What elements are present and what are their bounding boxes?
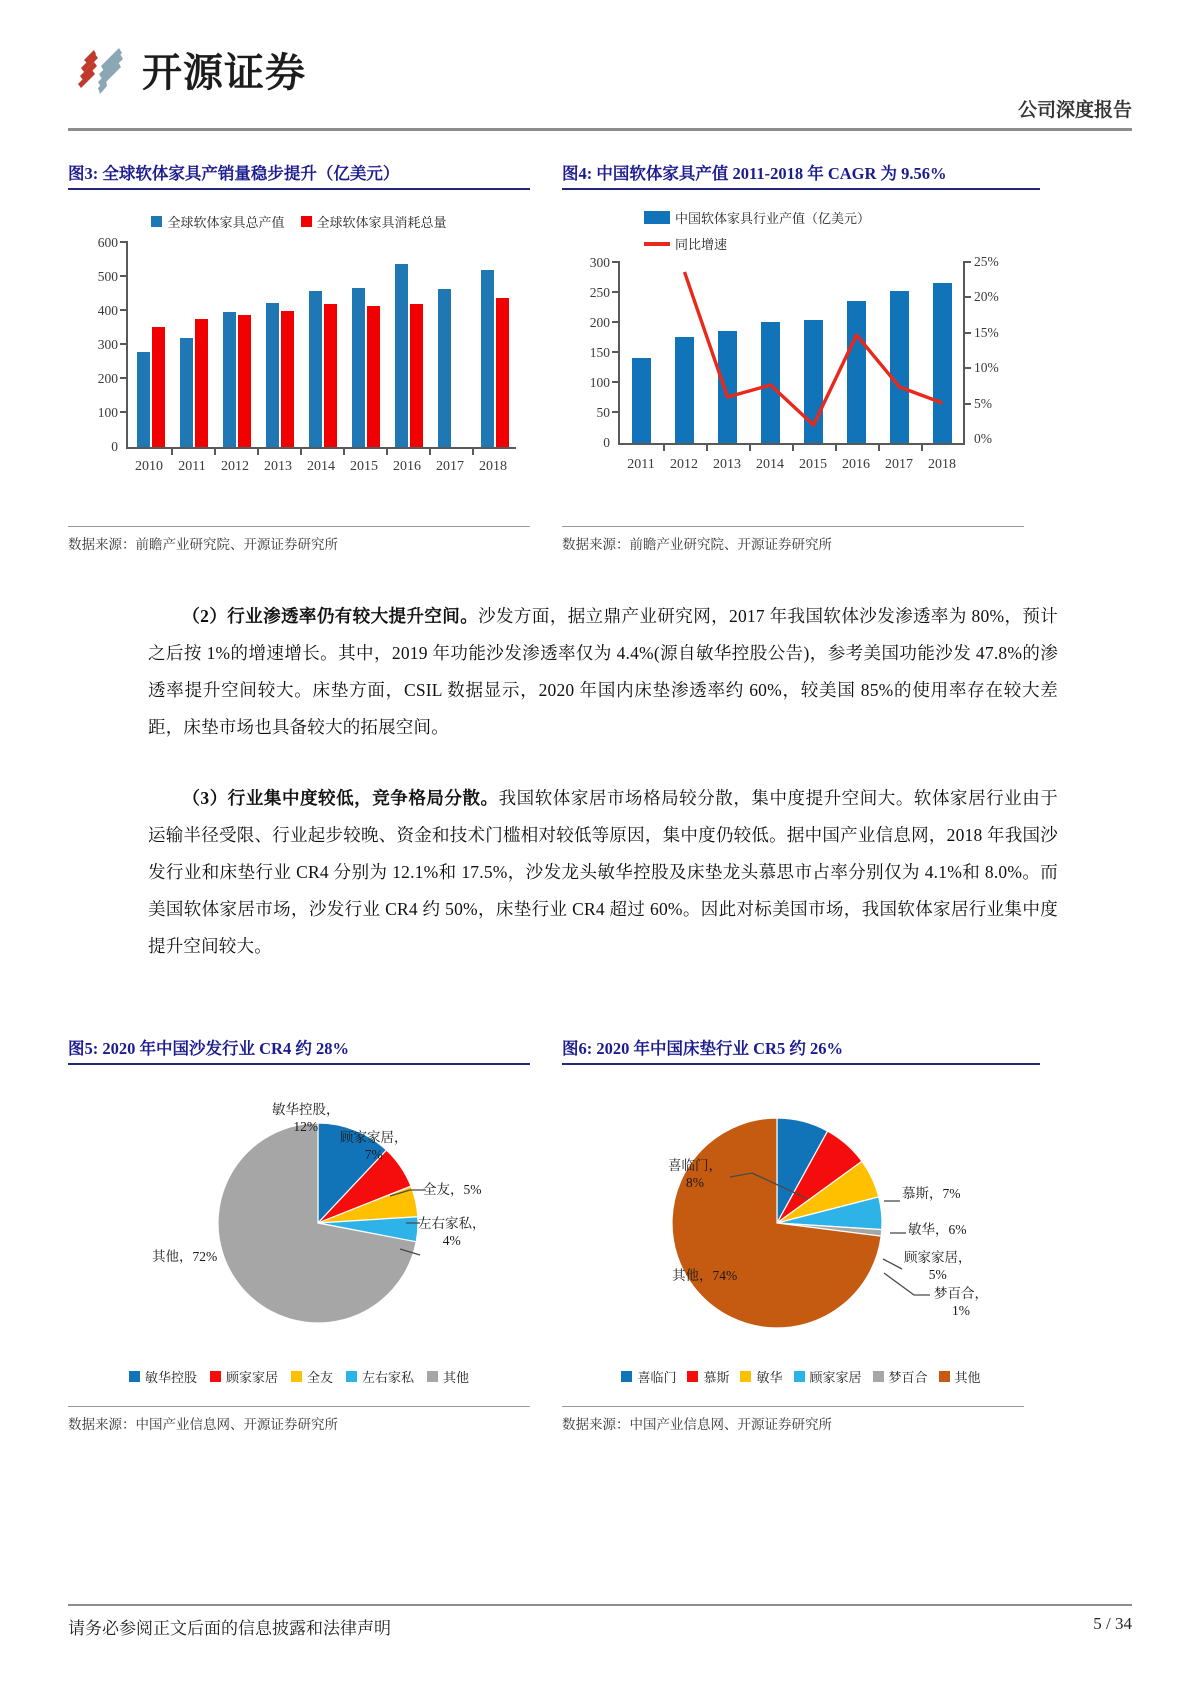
legend-swatch-icon xyxy=(427,1371,438,1382)
legend-swatch-icon xyxy=(210,1371,221,1382)
figure-3-plot: 600 500 400 300 200 100 0 2010 2011 2012 2013 2014 2015 2016 2017 2018 xyxy=(78,243,520,508)
xtick-2011: 2011 xyxy=(627,457,655,472)
brand-logo xyxy=(68,38,306,100)
figure-4-legend xyxy=(562,208,1040,253)
legend-swatch-icon xyxy=(740,1371,751,1382)
xtick-2015: 2015 xyxy=(350,459,378,474)
figure-5-title: 图5: 2020 年中国沙发行业 CR4 约 28% xyxy=(68,1039,349,1058)
legend-swatch-icon xyxy=(346,1371,357,1382)
paragraph-2 xyxy=(148,598,1058,746)
figure-5-plot xyxy=(68,1073,530,1363)
figure-6-source: 数据来源：中国产业信息网、开源证券研究所 xyxy=(562,1406,1024,1433)
figure-6-legend xyxy=(562,1367,1040,1386)
xtick-2013: 2013 xyxy=(713,457,741,472)
bar-2015-consumption xyxy=(367,306,380,447)
bar-2011-consumption xyxy=(195,319,208,448)
xtick-2014: 2014 xyxy=(307,459,335,474)
figure-4-title-bar xyxy=(562,160,1040,190)
y2tick-0: 0% xyxy=(974,431,992,446)
figure-6-title-bar xyxy=(562,1035,1040,1065)
legend-item-quanyou xyxy=(291,1367,333,1386)
bar-2018-output xyxy=(481,270,494,447)
footer-disclaimer: 请务必参阅正文后面的信息披露和法律声明 xyxy=(68,1619,391,1638)
y2tick-10: 10% xyxy=(974,360,999,375)
legend-item-zuoyou xyxy=(346,1367,414,1386)
legend-item-total-output xyxy=(151,212,284,231)
xtick-2011: 2011 xyxy=(178,459,206,474)
report-type-label: 公司深度报告 xyxy=(1017,100,1132,121)
footer-page-number: 5 / 34 xyxy=(1093,1614,1132,1633)
paragraph-2-heading: （2）行业渗透率仍有较大提升空间。 xyxy=(182,606,479,626)
figure-5-panel xyxy=(68,1035,530,1432)
xtick-2015: 2015 xyxy=(799,457,827,472)
figure-5-title-bar xyxy=(68,1035,530,1065)
legend-item-other xyxy=(427,1367,469,1386)
paragraph-2-body: 沙发方面，据立鼎产业研究网，2017 年我国软体沙发渗透率为 80%，预计之后按 1%的增速增长。其中，2019 年功能沙发渗透率仅为 4.4%(源自敏华控股公告)，参考美国功能沙发 47.8%的渗透率提升空间较大。床垫方面，CSIL 数据显示，2020 年国内床垫渗透率约 60%，较美国 85%的使用率存在较大差距，床垫市场也具备较大的拓展空间。 xyxy=(148,606,1058,737)
legend-swatch-icon xyxy=(621,1371,632,1382)
figure-4-source: 数据来源：前瞻产业研究院、开源证券研究所 xyxy=(562,526,1024,553)
pie-label-other: 其他，72% xyxy=(152,1249,218,1264)
legend-label: 同比增速 xyxy=(675,237,728,252)
legend-swatch-icon xyxy=(151,216,162,227)
pie-label-minhua: 敏华控股， 12% xyxy=(272,1102,340,1134)
x-axis xyxy=(618,443,964,445)
figure-4-panel xyxy=(562,160,1040,560)
bar-2013-output xyxy=(266,303,279,447)
legend-swatch-icon xyxy=(873,1371,884,1382)
bar-2010-consumption xyxy=(152,327,165,447)
figure-5-legend xyxy=(68,1367,530,1386)
legend-item-gujia xyxy=(210,1367,278,1386)
xtick-2017: 2017 xyxy=(885,457,913,472)
figure-6-leader-lines xyxy=(562,1073,1040,1363)
legend-label: 全友 xyxy=(306,1370,333,1385)
pie-label-xilinmen: 喜临门， 8% xyxy=(668,1158,722,1190)
footer-divider xyxy=(68,1604,1132,1606)
bar-2017-output xyxy=(438,289,451,447)
pie-label-quanyou: 全友，5% xyxy=(423,1182,482,1197)
legend-label: 敏华控股 xyxy=(144,1370,197,1385)
legend-swatch-icon xyxy=(644,211,670,224)
bar-2013-consumption xyxy=(281,311,294,447)
legend-label: 顾家家居 xyxy=(225,1370,278,1385)
legend-item-yoy-growth xyxy=(644,234,1040,253)
legend-label: 顾家家居 xyxy=(809,1370,862,1385)
legend-swatch-icon xyxy=(644,242,670,246)
legend-label: 梦百合 xyxy=(888,1370,928,1385)
pie-label-gujia: 顾家家居， 7% xyxy=(340,1130,408,1162)
legend-label: 敏华 xyxy=(756,1370,783,1385)
legend-swatch-icon xyxy=(129,1371,140,1382)
pie-label-gujia: 顾家家居， 5% xyxy=(904,1250,972,1282)
xtick-2016: 2016 xyxy=(842,457,870,472)
bar-2014-consumption xyxy=(324,304,337,447)
paragraph-3-body: 我国软体家居市场格局较分散，集中度提升空间大。软体家居行业由于运输半径受限、行业起步较晚、资金和技术门槛相对较低等原因，集中度仍较低。据中国产业信息网，2018 年我国沙发行业和床垫行业 CR4 分别为 12.1%和 17.5%，沙发龙头敏华控股及床垫龙头慕思市占率分别仅为 4.1%和 8.0%。而美国软体家居市场，沙发行业 CR4 约 50%，床垫行业 CR4 超过 60%。因此对标美国市场，我国软体家居行业集中度提升空间较大。 xyxy=(148,788,1058,956)
y2tick-5: 5% xyxy=(974,396,992,411)
bar-2012-consumption xyxy=(238,315,251,447)
figure-5-source: 数据来源：中国产业信息网、开源证券研究所 xyxy=(68,1406,530,1433)
xtick-2018: 2018 xyxy=(479,459,507,474)
legend-item-other xyxy=(939,1367,981,1386)
xtick-2013: 2013 xyxy=(264,459,292,474)
bar-2018-consumption xyxy=(496,298,509,447)
legend-swatch-icon xyxy=(301,216,312,227)
bar-2016-consumption xyxy=(410,304,423,447)
legend-label: 中国软体家具行业产值（亿美元） xyxy=(675,211,871,226)
legend-label: 慕斯 xyxy=(703,1370,730,1385)
figure-6-plot xyxy=(562,1073,1040,1363)
figure-3-title-bar xyxy=(68,160,530,190)
pie-label-zuoyou: 左右家私， 4% xyxy=(418,1216,486,1248)
legend-label: 左右家私 xyxy=(362,1370,415,1385)
legend-item-gujia xyxy=(794,1367,862,1386)
legend-swatch-icon xyxy=(794,1371,805,1382)
legend-item-minhua xyxy=(129,1367,197,1386)
legend-swatch-icon xyxy=(291,1371,302,1382)
brand-name: 开源证券 xyxy=(142,49,306,96)
figure-3-source: 数据来源：前瞻产业研究院、开源证券研究所 xyxy=(68,526,530,553)
legend-item-mengbaihe xyxy=(873,1367,928,1386)
figure-3-panel xyxy=(68,160,530,560)
bar-2015-output xyxy=(352,288,365,447)
figure-4-title: 图4: 中国软体家具产值 2011-2018 年 CAGR 为 9.56% xyxy=(562,164,947,183)
xtick-2017: 2017 xyxy=(436,459,464,474)
figure-6-panel xyxy=(562,1035,1040,1432)
x-axis xyxy=(126,447,516,449)
figure-6-title: 图6: 2020 年中国床垫行业 CR5 约 26% xyxy=(562,1039,843,1058)
legend-label: 其他 xyxy=(443,1370,470,1385)
legend-item-total-consumption xyxy=(301,212,447,231)
header-divider xyxy=(68,128,1132,131)
legend-item-china-output xyxy=(644,208,1040,227)
bar-2014-output xyxy=(309,291,322,447)
figure-4-growth-line xyxy=(620,263,964,443)
figure-4-plot: 300 250 200 150 100 50 0 25% 20% 15% 10% 5% 0% 2011 2012 2013 2014 2015 2016 2017 2018 xyxy=(570,263,1040,508)
legend-item-minhua xyxy=(740,1367,782,1386)
bar-2010-output xyxy=(137,352,150,447)
figure-3-title: 图3: 全球软体家具产销量稳步提升（亿美元） xyxy=(68,164,400,183)
legend-item-xilinmen xyxy=(621,1367,676,1386)
page-header xyxy=(0,0,1200,130)
y2tick-25: 25% xyxy=(974,254,999,269)
xtick-2012: 2012 xyxy=(221,459,249,474)
y2tick-15: 15% xyxy=(974,325,999,340)
legend-label: 全球软体家具消耗总量 xyxy=(316,215,447,230)
pie-label-musi: 慕斯，7% xyxy=(902,1186,961,1201)
kaiyuan-logo-icon xyxy=(68,38,130,100)
figure-3-legend xyxy=(68,212,530,231)
xtick-2018: 2018 xyxy=(928,457,956,472)
bar-2011-output xyxy=(180,338,193,447)
bar-2012-output xyxy=(223,312,236,447)
pie-label-minhua: 敏华，6% xyxy=(908,1222,967,1237)
legend-swatch-icon xyxy=(687,1371,698,1382)
xtick-2012: 2012 xyxy=(670,457,698,472)
paragraph-3 xyxy=(148,780,1058,965)
pie-label-other: 其他，74% xyxy=(672,1268,738,1283)
bar-2016-output xyxy=(395,264,408,447)
paragraph-3-heading: （3）行业集中度较低，竞争格局分散。 xyxy=(182,788,499,808)
legend-label: 其他 xyxy=(954,1370,981,1385)
figure-3-bars xyxy=(128,243,516,447)
legend-swatch-icon xyxy=(939,1371,950,1382)
pie-label-mengbaihe: 梦百合， 1% xyxy=(934,1286,988,1318)
y2tick-20: 20% xyxy=(974,289,999,304)
legend-label: 全球软体家具总产值 xyxy=(167,215,285,230)
xtick-2016: 2016 xyxy=(393,459,421,474)
legend-item-musi xyxy=(687,1367,729,1386)
xtick-2010: 2010 xyxy=(135,459,163,474)
xtick-2014: 2014 xyxy=(756,457,784,472)
legend-label: 喜临门 xyxy=(637,1370,677,1385)
